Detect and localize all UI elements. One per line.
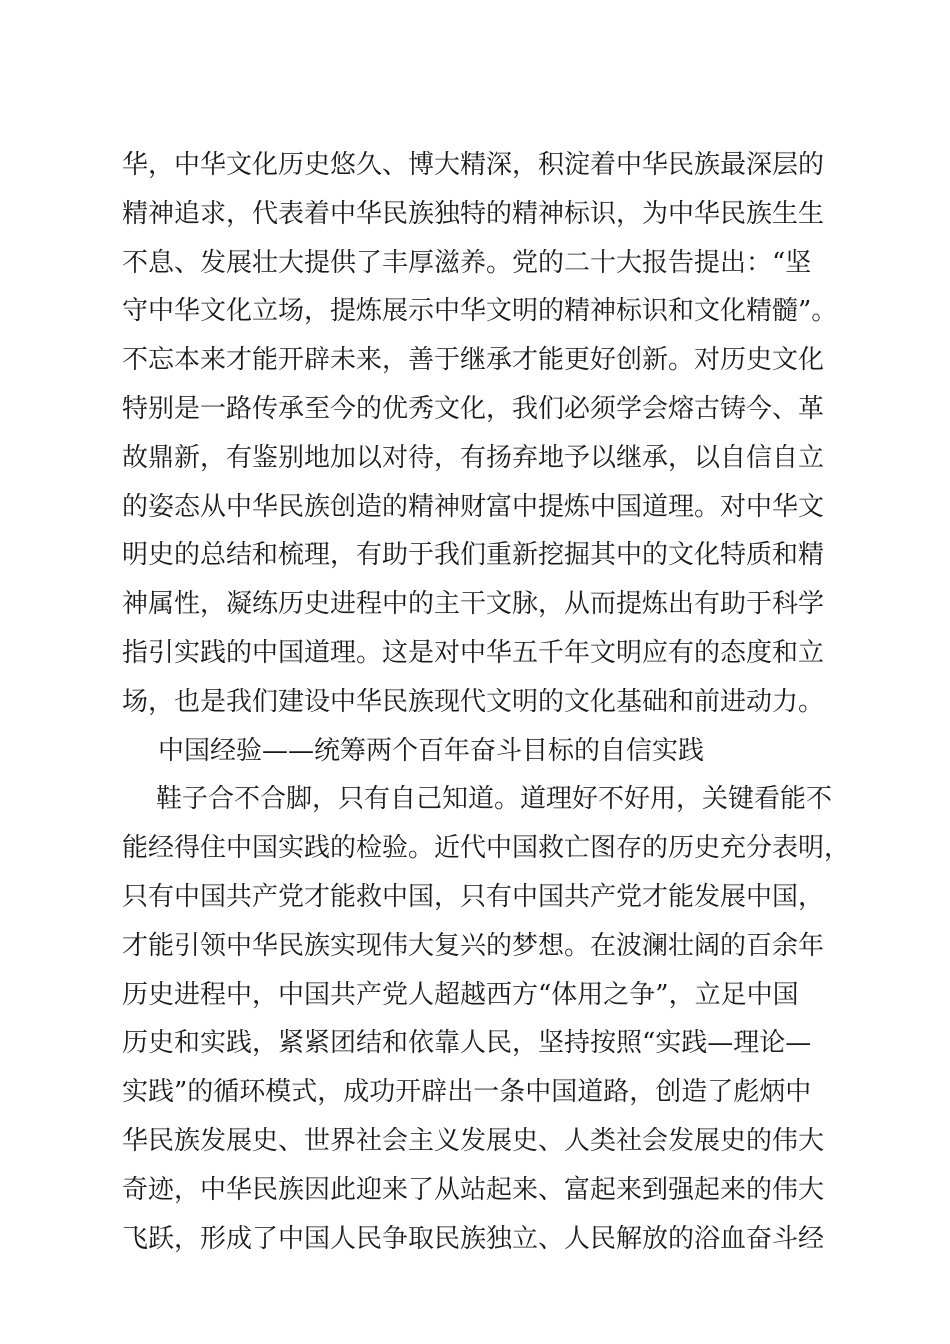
text-line: 华，中华文化历史悠久、博大精深，积淀着中华民族最深层的 [122,150,825,180]
body-text [122,141,851,1263]
text-line: 奇迹，中华民族因此迎来了从站起来、富起来到强起来的伟大 [122,1174,825,1205]
text-line: 不息、发展壮大提供了丰厚滋养。党的二十大报告提出：“坚 [122,247,812,278]
text-line: 能经得住中国实践的检验。近代中国救亡图存的历史充分表明， [122,833,851,864]
text-line: 华民族发展史、世界社会主义发展史、人类社会发展史的伟大 [122,1125,825,1156]
text-line: 神属性，凝练历史进程中的主干文脉，从而提炼出有助于科学 [122,589,825,620]
text-line: 指引实践的中国道理。这是对中华五千年文明应有的态度和立 [122,637,825,668]
text-line: 故鼎新，有鉴别地加以对待，有扬弃地予以继承，以自信自立 [122,442,825,473]
text-line: 只有中国共产党才能救中国，只有中国共产党才能发展中国， [122,881,825,912]
text-line: 守中华文化立场，提炼展示中华文明的精神标识和文化精髓”。 [122,296,838,327]
text-line: 不忘本来才能开辟未来，善于继承才能更好创新。对历史文化 [122,345,825,376]
text-line: 特别是一路传承至今的优秀文化，我们必须学会熔古铸今、革 [122,393,825,424]
text-line: 精神追求，代表着中华民族独特的精神标识，为中华民族生生 [122,198,825,229]
text-line: 历史进程中，中国共产党人超越西方“体用之争”，立足中国 [122,979,799,1010]
text-line: 明史的总结和梳理，有助于我们重新挖掘其中的文化特质和精 [122,540,825,571]
text-line: 的姿态从中华民族创造的精神财富中提炼中国道理。对中华文 [122,491,825,522]
section-heading: 中国经验——统筹两个百年奋斗目标的自信实践 [158,735,705,766]
text-line: 场，也是我们建设中华民族现代文明的文化基础和前进动力。 [122,686,825,717]
text-line: 历史和实践，紧紧团结和依靠人民，坚持按照“实践—理论— [122,1028,812,1059]
paragraph-first-line: 鞋子合不合脚，只有自己知道。道理好不好用，关键看能不 [156,784,833,815]
text-line: 才能引领中华民族实现伟大复兴的梦想。在波澜壮阔的百余年 [122,930,825,961]
text-line: 实践”的循环模式，成功开辟出一条中国道路，创造了彪炳中 [122,1077,812,1108]
text-line: 飞跃，形成了中国人民争取民族独立、人民解放的浴血奋斗经 [122,1223,825,1254]
